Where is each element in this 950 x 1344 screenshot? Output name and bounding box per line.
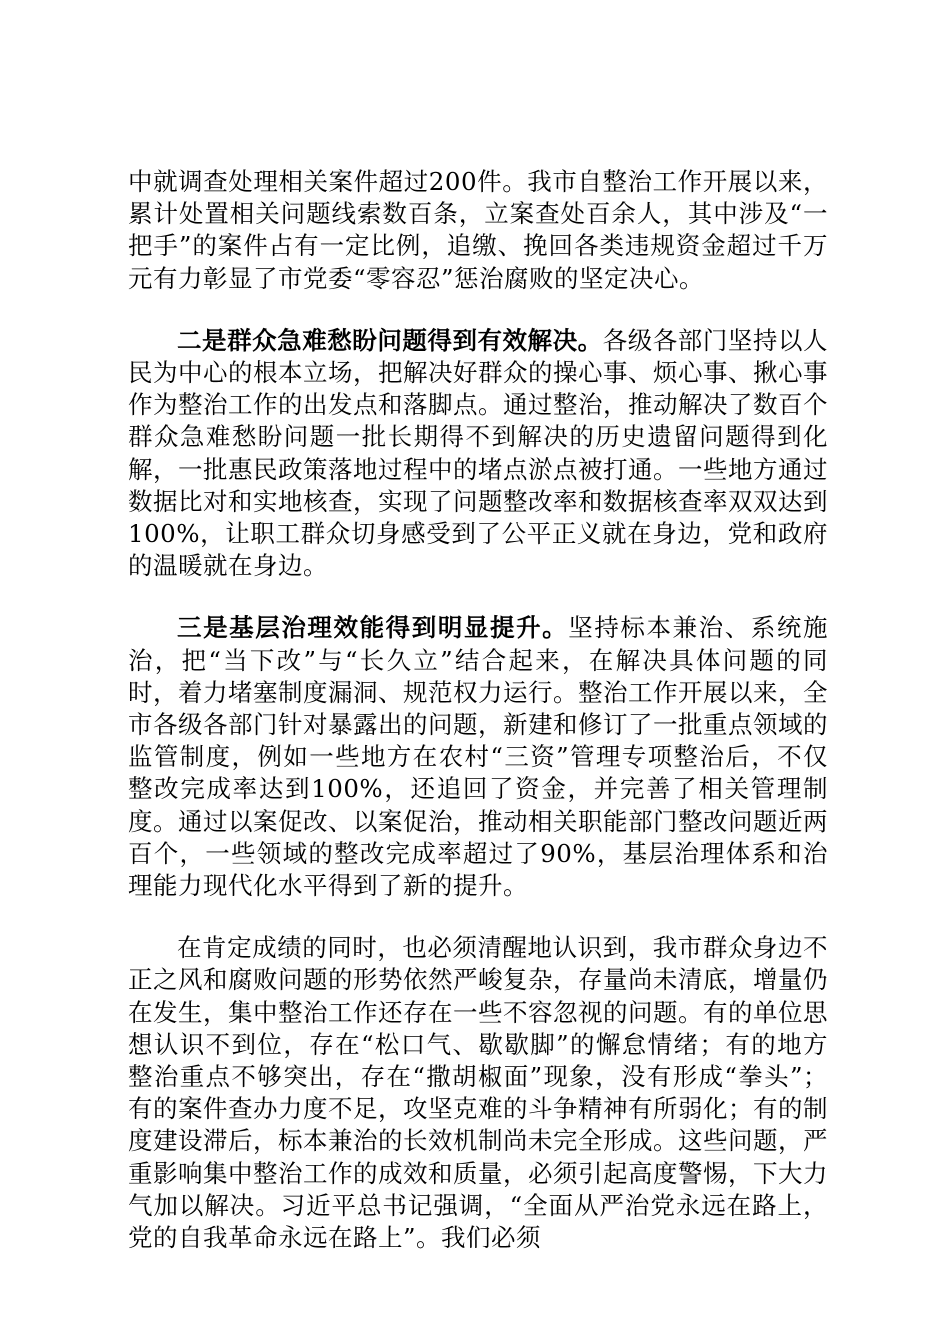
paragraph-lead-heading: 二是群众急难愁盼问题得到有效解决。 <box>177 325 603 355</box>
paragraph-case-results <box>128 166 828 295</box>
paragraph-livelihood-issues <box>128 325 828 583</box>
paragraph-body: 在肯定成绩的同时，也必须清醒地认识到，我市群众身边不正之风和腐败问题的形势依然严峻复杂，存量尚未清底，增量仍在发生，集中整治工作还存在一些不容忽视的问题。有的单位思想认识不到位，存在“松口气、歇歇脚”的懈怠情绪；有的地方整治重点不够突出，存在“撒胡椒面”现象，没有形成“拳头”；有的案件查办力度不足，攻坚克难的斗争精神有所弱化；有的制度建设滞后，标本兼治的长效机制尚未完全形成。这些问题，严重影响集中整治工作的成效和质量，必须引起高度警惕，下大力气加以解决。习近平总书记强调，“全面从严治党永远在路上，党的自我革命永远在路上”。我们必须 <box>128 933 828 1253</box>
paragraph-governance-efficiency <box>128 612 828 902</box>
paragraph-lead-heading: 三是基层治理效能得到明显提升。 <box>177 613 569 643</box>
paragraph-existing-problems <box>128 932 828 1254</box>
paragraph-body: 各级各部门坚持以人民为中心的根本立场，把解决好群众的操心事、烦心事、揪心事作为整治工作的出发点和落脚点。通过整治，推动解决了数百个群众急难愁盼问题一批长期得不到解决的历史遗留问题得到化解，一批惠民政策落地过程中的堵点淤点被打通。一些地方通过数据比对和实地核查，实现了问题整改率和数据核查率双双达到100%，让职工群众切身感受到了公平正义就在身边，党和政府的温暖就在身边。 <box>128 325 829 581</box>
paragraph-body: 中就调查处理相关案件超过200件。我市自整治工作开展以来，累计处置相关问题线索数百条，立案查处百余人，其中涉及“一把手”的案件占有一定比例，追缴、挽回各类违规资金超过千万元有力彰显了市党委“零容忍”惩治腐败的坚定决心。 <box>128 167 828 293</box>
paragraph-body: 坚持标本兼治、系统施治，把“当下改”与“长久立”结合起来，在解决具体问题的同时，着力堵塞制度漏洞、规范权力运行。整治工作开展以来，全市各级各部门针对暴露出的问题，新建和修订了一批重点领域的监管制度，例如一些地方在农村“三资”管理专项整治后，不仅整改完成率达到100%，还追回了资金，并完善了相关管理制度。通过以案促改、以案促治，推动相关职能部门整改问题近两百个，一些领域的整改完成率超过了90%，基层治理体系和治理能力现代化水平得到了新的提升。 <box>128 613 828 901</box>
document-page <box>128 166 828 1254</box>
